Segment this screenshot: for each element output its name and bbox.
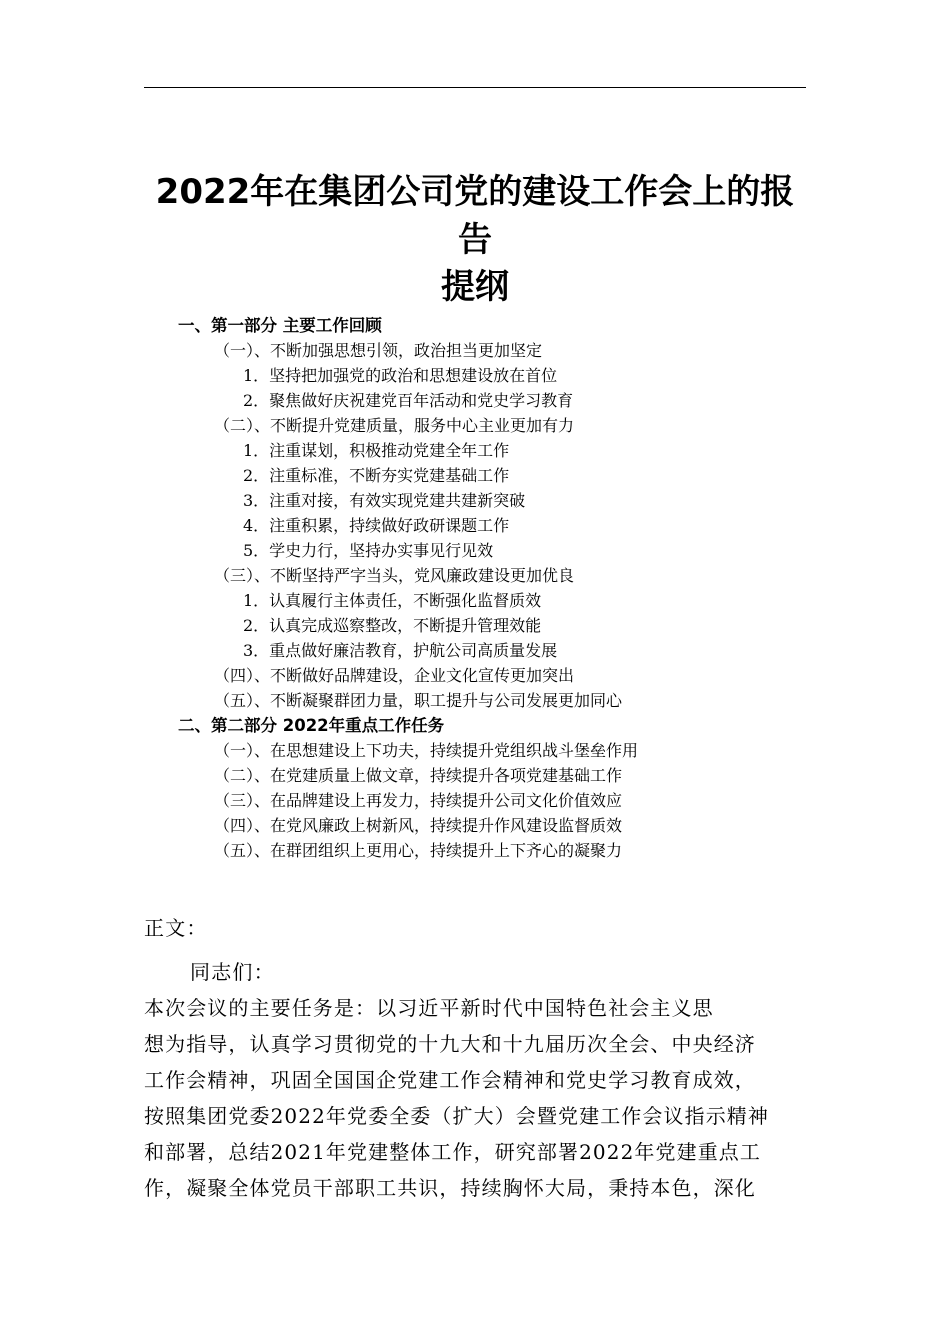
outline-heading: 提纲 (441, 267, 509, 307)
outline-item: 1．认真履行主体责任，不断强化监督质效 (243, 591, 542, 610)
outline-subsection: （五）、不断凝聚群团力量，职工提升与公司发展更加同心 (214, 691, 623, 710)
outline-section: 一、第一部分 主要工作回顾 (178, 316, 382, 335)
report-title-line-2: 告 (458, 220, 492, 260)
outline-subsection: （三）、在品牌建设上再发力，持续提升公司文化价值效应 (214, 791, 623, 810)
outline-item: 1．注重谋划，积极推动党建全年工作 (243, 441, 510, 460)
outline-item: 2．聚焦做好庆祝建党百年活动和党史学习教育 (243, 391, 574, 410)
outline-item: 3．注重对接，有效实现党建共建新突破 (243, 491, 526, 510)
outline-item: 2．认真完成巡察整改，不断提升管理效能 (243, 616, 542, 635)
outline-subsection: （四）、不断做好品牌建设，企业文化宣传更加突出 (214, 666, 575, 685)
outline-subsection: （五）、在群团组织上更用心，持续提升上下齐心的凝聚力 (214, 841, 623, 860)
paragraph-line: 按照集团党委2022年党委全委（扩大）会暨党建工作会议指示精神 (144, 1104, 769, 1128)
paragraph-line: 本次会议的主要任务是：以习近平新时代中国特色社会主义思 (144, 996, 714, 1020)
outline-subsection: （三）、不断坚持严字当头，党风廉政建设更加优良 (214, 566, 575, 585)
paragraph-line: 作，凝聚全体党员干部职工共识，持续胸怀大局，秉持本色，深化 (144, 1176, 756, 1200)
report-title-line-1: 2022年在集团公司党的建设工作会上的报 (155, 172, 795, 212)
outline-subsection: （二）、不断提升党建质量，服务中心主业更加有力 (214, 416, 575, 435)
outline-item: 2．注重标准，不断夯实党建基础工作 (243, 466, 510, 485)
outline-subsection: （一）、在思想建设上下功夫，持续提升党组织战斗堡垒作用 (214, 741, 639, 760)
outline-subsection: （一）、不断加强思想引领，政治担当更加坚定 (214, 341, 543, 360)
header-rule (144, 87, 806, 88)
salutation: 同志们： (190, 960, 275, 984)
outline-subsection: （四）、在党风廉政上树新风，持续提升作风建设监督质效 (214, 816, 623, 835)
body-label: 正文： (144, 916, 208, 940)
paragraph-line: 工作会精神，巩固全国国企党建工作会精神和党史学习教育成效， (144, 1068, 756, 1092)
outline-item: 3．重点做好廉洁教育，护航公司高质量发展 (243, 641, 558, 660)
outline-item: 4．注重积累，持续做好政研课题工作 (243, 516, 510, 535)
paragraph-line: 和部署，总结2021年党建整体工作，研究部署2022年党建重点工 (144, 1140, 761, 1164)
paragraph-line: 想为指导，认真学习贯彻党的十九大和十九届历次全会、中央经济 (144, 1032, 756, 1056)
outline-item: 5．学史力行，坚持办实事见行见效 (243, 541, 494, 560)
outline-section: 二、第二部分 2022年重点工作任务 (178, 716, 445, 735)
outline-subsection: （二）、在党建质量上做文章，持续提升各项党建基础工作 (214, 766, 623, 785)
outline-item: 1．坚持把加强党的政治和思想建设放在首位 (243, 366, 558, 385)
